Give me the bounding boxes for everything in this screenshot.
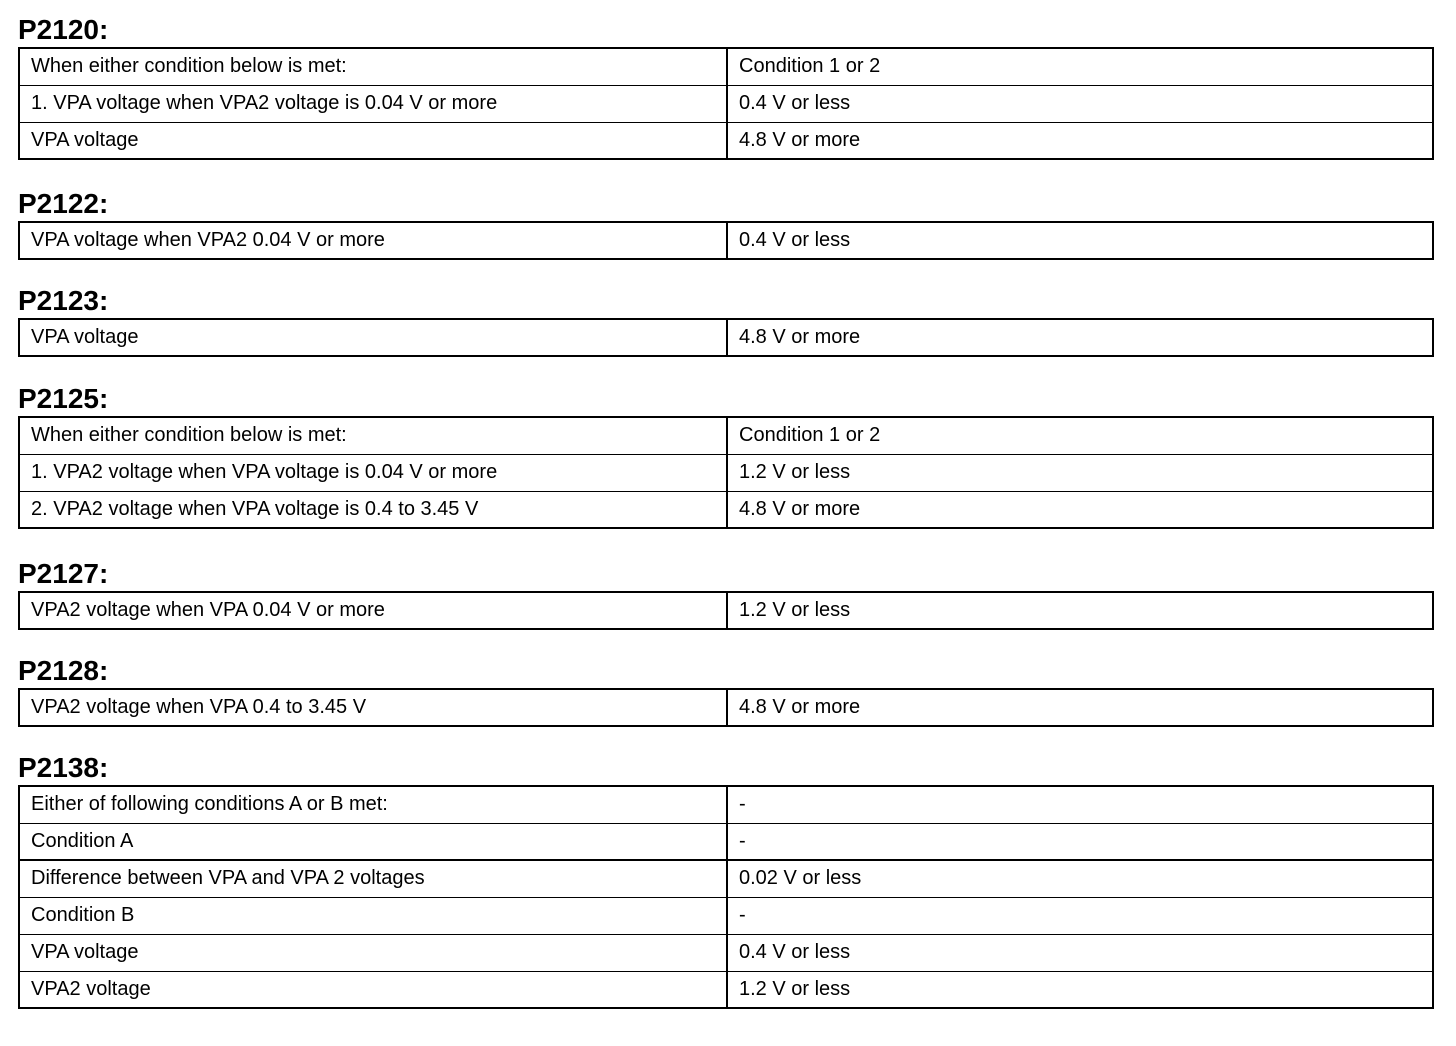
threshold-cell: 4.8 V or more xyxy=(727,689,1433,726)
condition-cell: When either condition below is met: xyxy=(19,48,727,85)
section-p2127 xyxy=(18,551,1434,630)
table-row xyxy=(19,417,1433,454)
threshold-cell: - xyxy=(727,786,1433,823)
condition-table xyxy=(18,785,1434,1009)
threshold-cell: 0.4 V or less xyxy=(727,934,1433,971)
threshold-cell: 1.2 V or less xyxy=(727,454,1433,491)
condition-cell: Condition A xyxy=(19,823,727,860)
section-p2138 xyxy=(18,745,1434,1009)
table-row xyxy=(19,823,1433,860)
threshold-cell: - xyxy=(727,897,1433,934)
threshold-cell: 0.02 V or less xyxy=(727,860,1433,897)
dtc-code-heading: P2122: xyxy=(18,188,109,219)
dtc-code-heading: P2127: xyxy=(18,558,109,589)
threshold-cell: 0.4 V or less xyxy=(727,222,1433,259)
condition-table xyxy=(18,318,1434,357)
condition-cell: Difference between VPA and VPA 2 voltages xyxy=(19,860,727,897)
condition-cell: 2. VPA2 voltage when VPA voltage is 0.4 to 3.45 V xyxy=(19,491,727,528)
threshold-cell: - xyxy=(727,823,1433,860)
condition-cell: 1. VPA voltage when VPA2 voltage is 0.04 V or more xyxy=(19,85,727,122)
table-row xyxy=(19,222,1433,259)
table-row xyxy=(19,897,1433,934)
table-row xyxy=(19,454,1433,491)
table-row xyxy=(19,786,1433,823)
condition-cell: When either condition below is met: xyxy=(19,417,727,454)
dtc-code-heading: P2123: xyxy=(18,285,109,316)
condition-cell: VPA2 voltage when VPA 0.4 to 3.45 V xyxy=(19,689,727,726)
threshold-cell: 1.2 V or less xyxy=(727,971,1433,1008)
table-row xyxy=(19,934,1433,971)
section-p2125 xyxy=(18,376,1434,529)
dtc-code-heading: P2138: xyxy=(18,752,109,783)
condition-table xyxy=(18,591,1434,630)
condition-cell: VPA voltage xyxy=(19,319,727,356)
condition-cell: VPA2 voltage when VPA 0.04 V or more xyxy=(19,592,727,629)
threshold-cell: 4.8 V or more xyxy=(727,319,1433,356)
threshold-cell: 4.8 V or more xyxy=(727,122,1433,159)
threshold-cell: Condition 1 or 2 xyxy=(727,48,1433,85)
section-p2123 xyxy=(18,278,1434,357)
dtc-code-heading: P2125: xyxy=(18,383,109,414)
table-row xyxy=(19,319,1433,356)
table-row xyxy=(19,122,1433,159)
section-p2122 xyxy=(18,181,1434,260)
condition-cell: VPA2 voltage xyxy=(19,971,727,1008)
table-row xyxy=(19,592,1433,629)
dtc-code-heading: P2128: xyxy=(18,655,109,686)
table-row xyxy=(19,491,1433,528)
condition-table xyxy=(18,221,1434,260)
threshold-cell: 0.4 V or less xyxy=(727,85,1433,122)
section-p2120 xyxy=(18,7,1434,160)
table-row xyxy=(19,48,1433,85)
dtc-code-heading: P2120: xyxy=(18,14,109,45)
condition-cell: VPA voltage when VPA2 0.04 V or more xyxy=(19,222,727,259)
table-row xyxy=(19,689,1433,726)
condition-table xyxy=(18,688,1434,727)
threshold-cell: 1.2 V or less xyxy=(727,592,1433,629)
condition-cell: 1. VPA2 voltage when VPA voltage is 0.04 V or more xyxy=(19,454,727,491)
threshold-cell: Condition 1 or 2 xyxy=(727,417,1433,454)
condition-cell: Either of following conditions A or B met: xyxy=(19,786,727,823)
table-row xyxy=(19,971,1433,1008)
threshold-cell: 4.8 V or more xyxy=(727,491,1433,528)
condition-table xyxy=(18,47,1434,160)
condition-cell: VPA voltage xyxy=(19,934,727,971)
section-p2128 xyxy=(18,648,1434,727)
table-row xyxy=(19,85,1433,122)
table-row xyxy=(19,860,1433,897)
condition-cell: Condition B xyxy=(19,897,727,934)
condition-cell: VPA voltage xyxy=(19,122,727,159)
condition-table xyxy=(18,416,1434,529)
